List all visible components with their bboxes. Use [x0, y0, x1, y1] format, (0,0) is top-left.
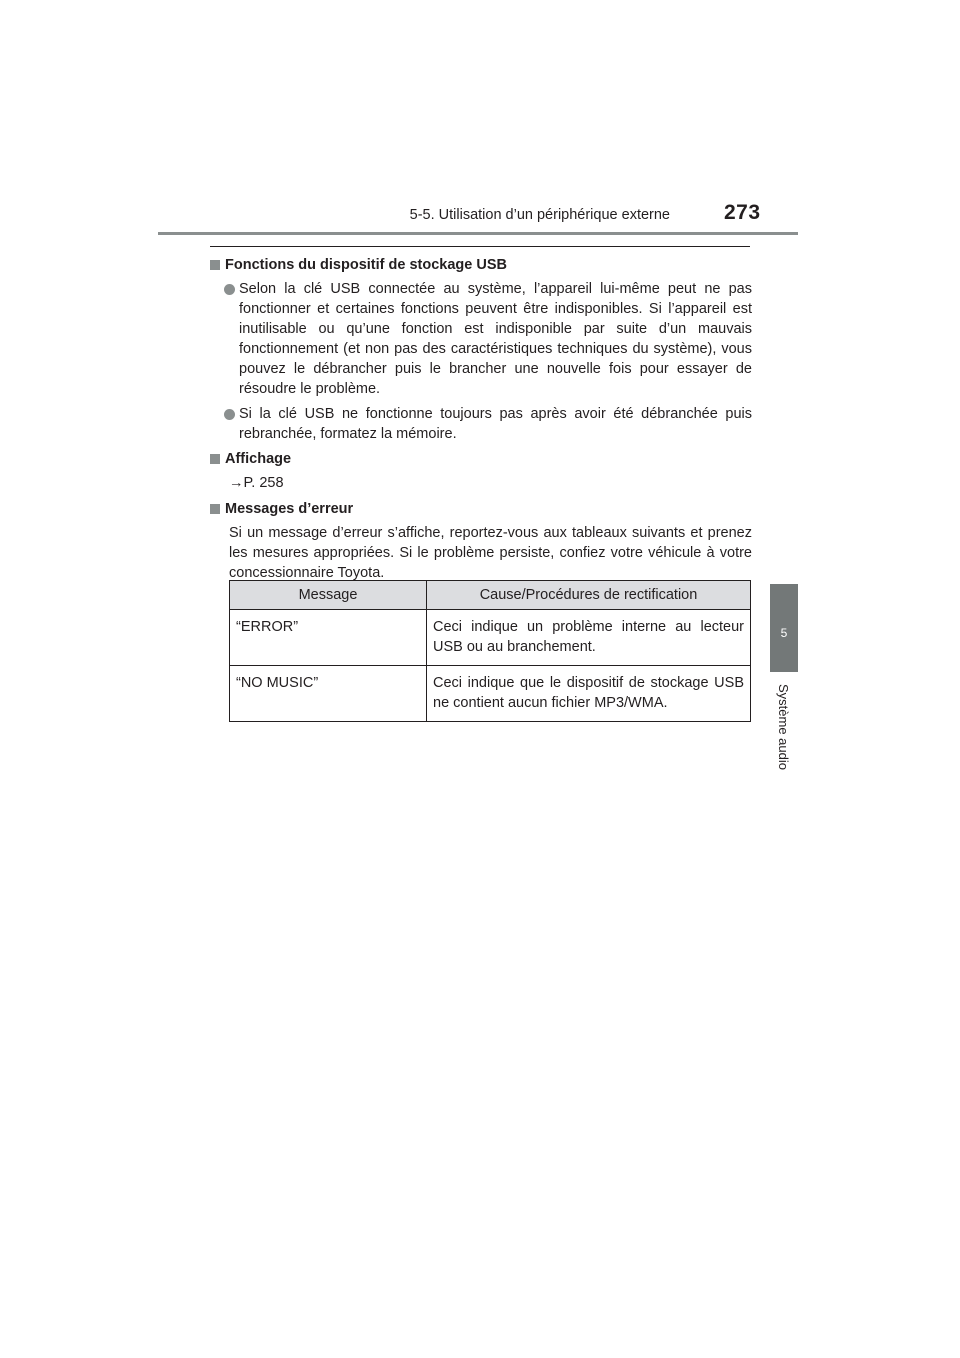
- page-number: 273: [724, 201, 761, 224]
- list-item: Selon la clé USB connectée au système, l’appareil lui-même peut ne pas fonctionner et certaines fonctions peuvent être indisponibles. Si l’appareil est inutilisable ou qu’une fonction est indisponible par suite d’un mauvais fonctionnement (et non pas des caractéristiques techniques du système), vous pouvez le débrancher puis le brancher une nouvelle fois pour essayer de résoudre le problème.: [210, 279, 752, 399]
- square-bullet-icon: [210, 454, 220, 464]
- message-cell: “ERROR”: [230, 610, 427, 666]
- header-rule: [158, 232, 798, 235]
- round-bullet-icon: [224, 284, 235, 295]
- list-item: Si la clé USB ne fonctionne toujours pas après avoir été débranchée puis rebranchée, formatez la mémoire.: [210, 404, 752, 444]
- round-bullet-icon: [224, 409, 235, 420]
- page-content: [210, 255, 752, 589]
- table-row: [230, 666, 751, 722]
- table-header-row: [230, 581, 751, 610]
- square-bullet-icon: [210, 260, 220, 270]
- table-row: [230, 610, 751, 666]
- column-header-cause: Cause/Procédures de rectification: [427, 581, 751, 610]
- errors-heading: Messages d’erreur: [210, 499, 752, 519]
- square-bullet-icon: [210, 504, 220, 514]
- errors-intro: Si un message d’erreur s’affiche, reportez-vous aux tableaux suivants et prenez les mesures appropriées. Si le problème persiste, confiez votre véhicule à votre concessionnaire Toyota.: [229, 525, 752, 581]
- page-reference-link[interactable]: →P. 258: [229, 475, 284, 491]
- chapter-label: Système audio: [776, 684, 791, 770]
- error-messages-table: [229, 580, 751, 722]
- section-title: 5-5. Utilisation d’un périphérique externe: [409, 207, 670, 223]
- usb-heading: Fonctions du dispositif de stockage USB: [210, 255, 752, 275]
- cause-cell: Ceci indique un problème interne au lecteur USB ou au branchement.: [427, 610, 751, 666]
- column-header-message: Message: [230, 581, 427, 610]
- chapter-number: 5: [780, 626, 788, 640]
- display-heading: Affichage: [210, 449, 752, 469]
- content-rule: [210, 246, 750, 247]
- cause-cell: Ceci indique que le dispositif de stockage USB ne contient aucun fichier MP3/WMA.: [427, 666, 751, 722]
- message-cell: “NO MUSIC”: [230, 666, 427, 722]
